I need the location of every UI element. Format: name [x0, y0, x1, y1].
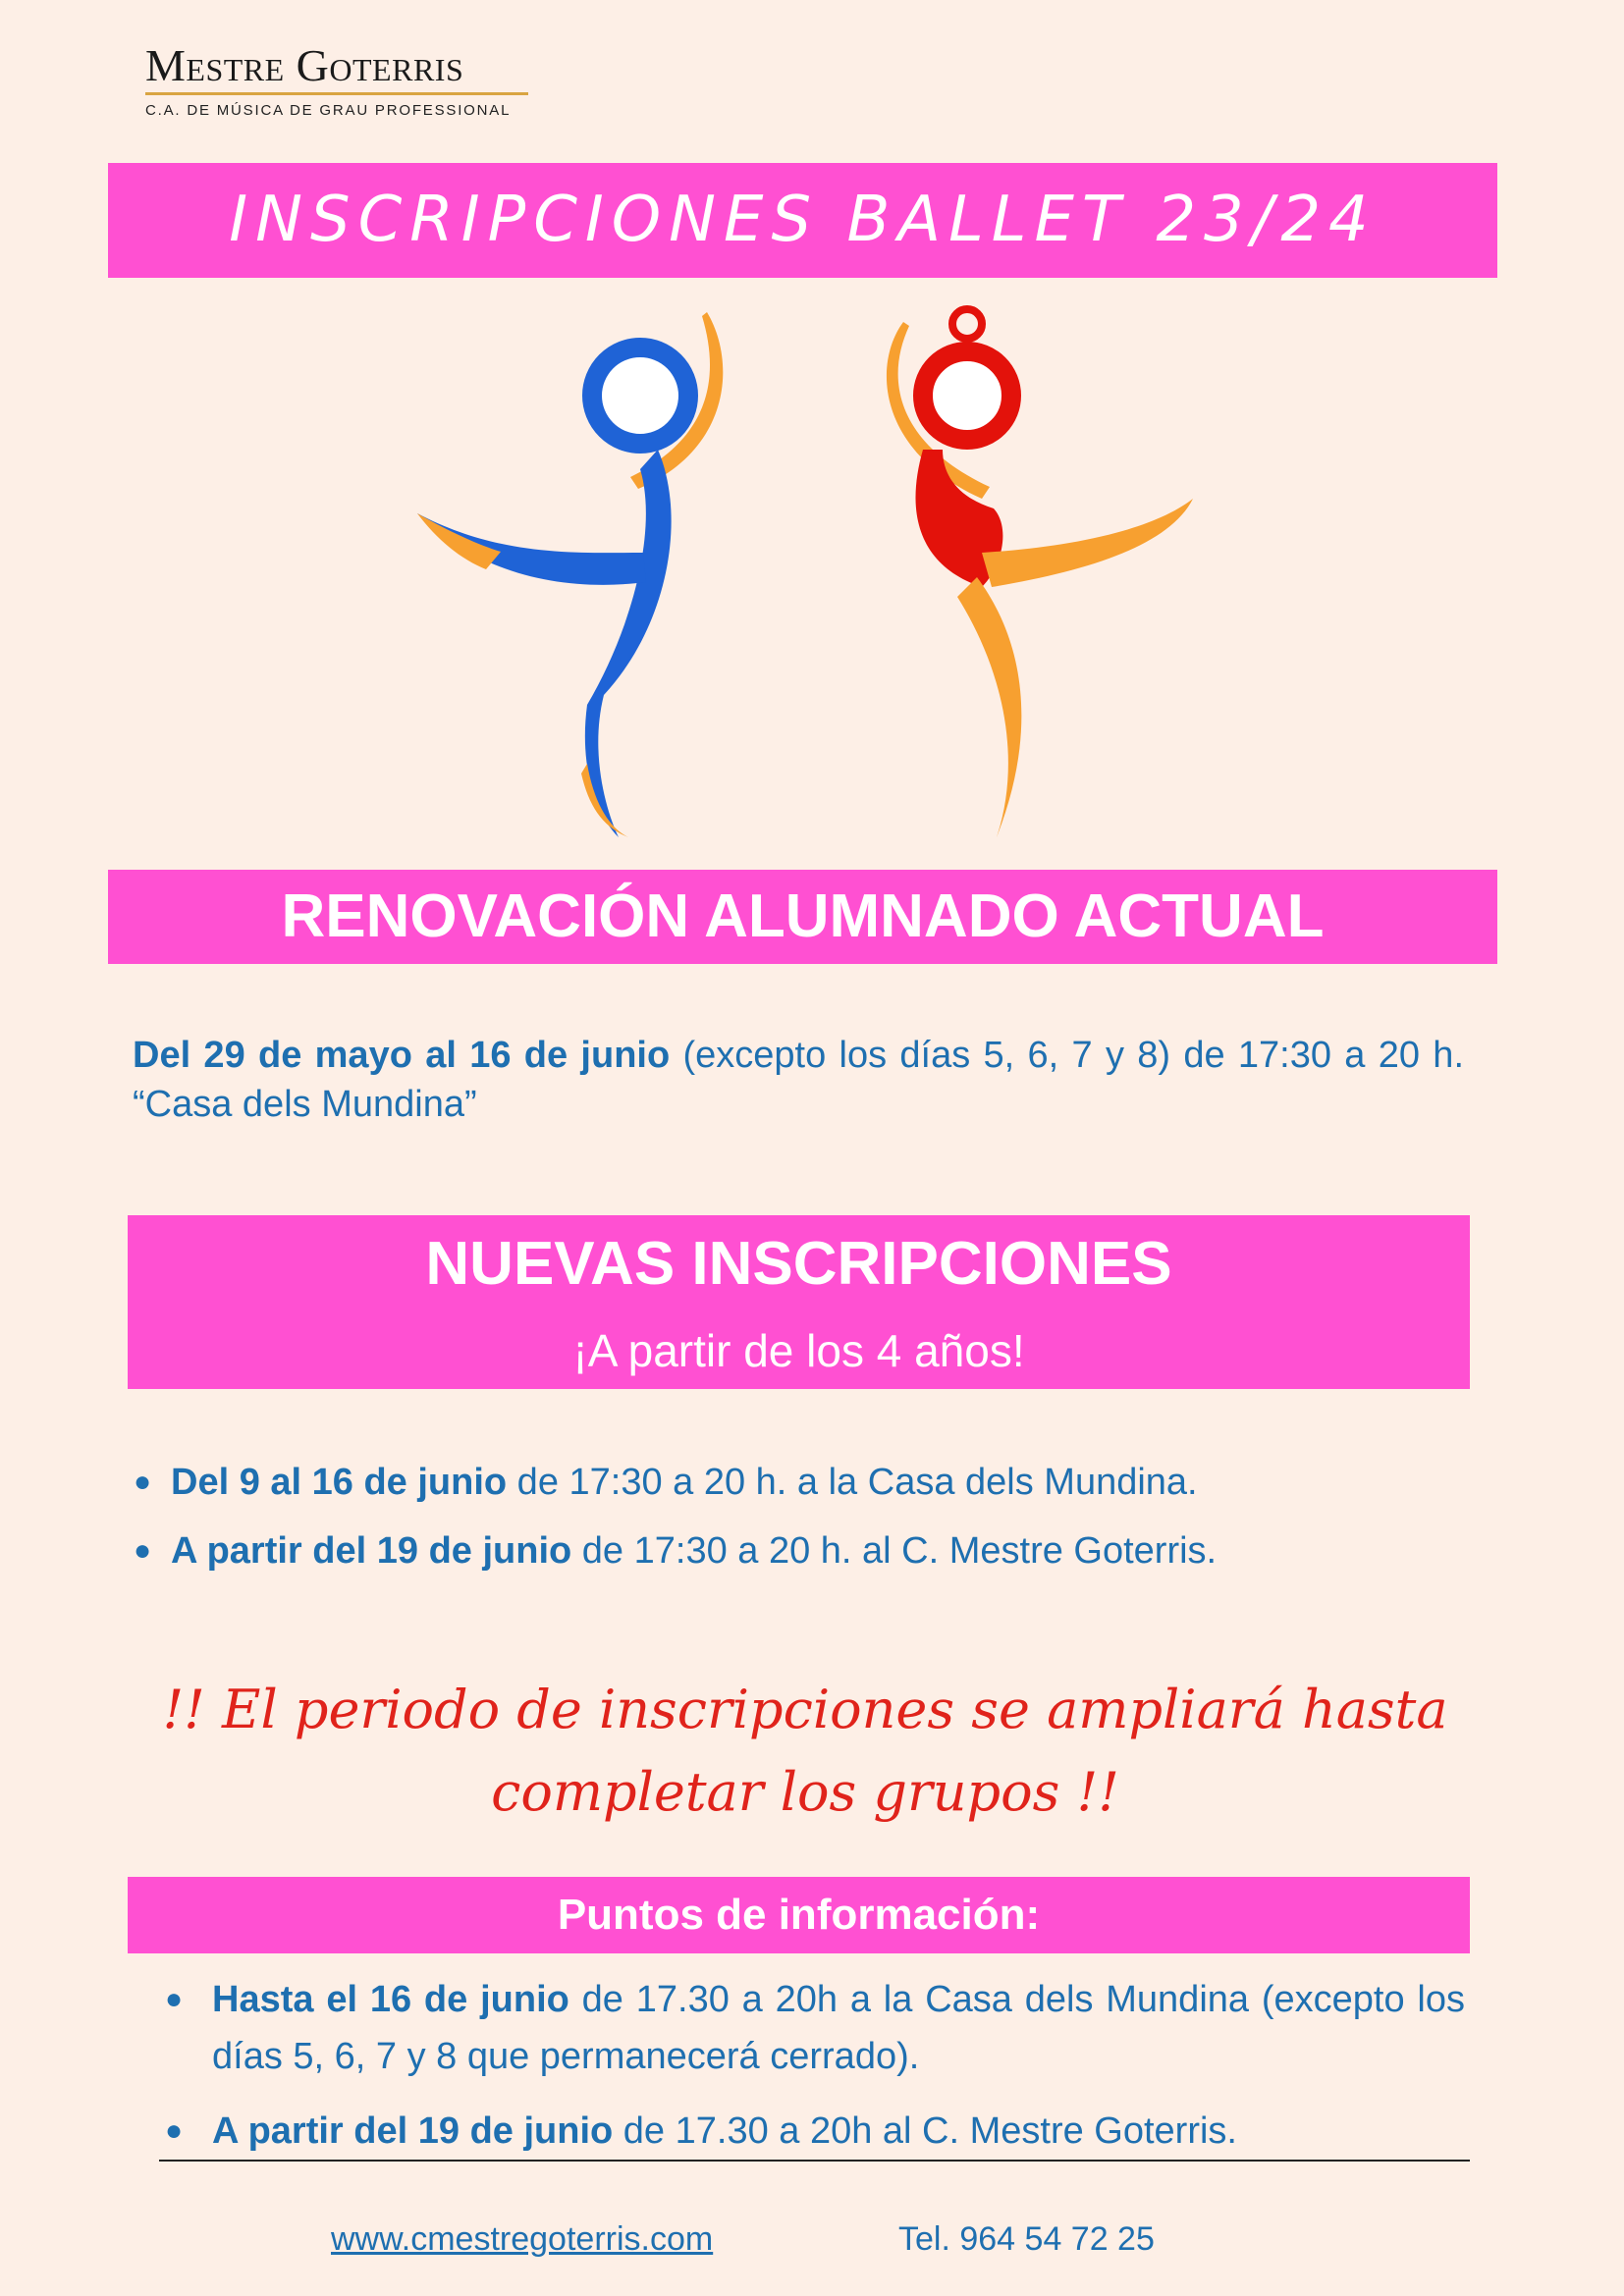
list-item-text: de 17:30 a 20 h. a la Casa dels Mundina.: [507, 1462, 1198, 1503]
renovacion-banner: [108, 870, 1497, 964]
list-item: [128, 1458, 1502, 1526]
logo-rule: [145, 92, 528, 95]
extension-notice: [137, 1669, 1473, 1834]
puntos-heading: Puntos de información:: [557, 1891, 1041, 1939]
red-dancer-figure: [887, 309, 1193, 837]
blue-dancer-figure: [417, 312, 723, 837]
divider: [159, 2160, 1470, 2162]
bullet-icon: ●: [165, 2114, 184, 2147]
list-item: [159, 1971, 1465, 2085]
bullet-icon: ●: [134, 1466, 152, 1498]
renovacion-heading: RENOVACIÓN ALUMNADO ACTUAL: [281, 882, 1325, 950]
nuevas-list: [128, 1458, 1502, 1595]
list-item: [128, 1526, 1502, 1595]
bullet-icon: ●: [165, 1983, 184, 2015]
list-item-bold: A partir del 19 de junio: [212, 2110, 614, 2152]
list-item: [159, 2103, 1465, 2160]
renovacion-dates-bold: Del 29 de mayo al 16 de junio: [133, 1035, 671, 1076]
puntos-list: [159, 1971, 1465, 2160]
dancers-illustration: [393, 302, 1237, 842]
nuevas-heading: NUEVAS INSCRIPCIONES: [425, 1230, 1172, 1298]
nuevas-banner: [128, 1215, 1470, 1389]
list-item-bold: A partir del 19 de junio: [171, 1530, 572, 1572]
list-item-bold: Del 9 al 16 de junio: [171, 1462, 508, 1503]
phone-number: Tel. 964 54 72 25: [898, 2220, 1155, 2258]
list-item-text: de 17.30 a 20h a la Casa dels Mundina (excepto los días 5, 6, 7 y 8 que permanecerá cerrado).: [212, 1979, 1465, 2077]
notice-line-2: completar los grupos !!: [491, 1761, 1119, 1823]
title-banner: [108, 163, 1497, 278]
page-title: INSCRIPCIONES BALLET 23/24: [229, 184, 1377, 256]
nuevas-subheading: ¡A partir de los 4 años!: [572, 1325, 1025, 1376]
list-item-text: de 17:30 a 20 h. al C. Mestre Goterris.: [571, 1530, 1218, 1572]
puntos-banner: [128, 1877, 1470, 1953]
renovacion-dates: [133, 1031, 1464, 1129]
notice-line-1: !! El periodo de inscripciones se ampliará hasta: [162, 1679, 1448, 1740]
list-item-bold: Hasta el 16 de junio: [212, 1979, 569, 2020]
bullet-icon: ●: [134, 1534, 152, 1567]
list-item-text: de 17.30 a 20h al C. Mestre Goterris.: [613, 2110, 1237, 2152]
logo-name: Mestre Goterris: [145, 40, 464, 90]
website-link[interactable]: www.cmestregoterris.com: [331, 2220, 714, 2258]
logo-subtitle: C.A. DE MÚSICA DE GRAU PROFESSIONAL: [145, 102, 512, 119]
renovacion-dates-rest: (excepto los días 5, 6, 7 y 8) de 17:30 a 20 h. “Casa dels Mundina”: [133, 1035, 1465, 1125]
